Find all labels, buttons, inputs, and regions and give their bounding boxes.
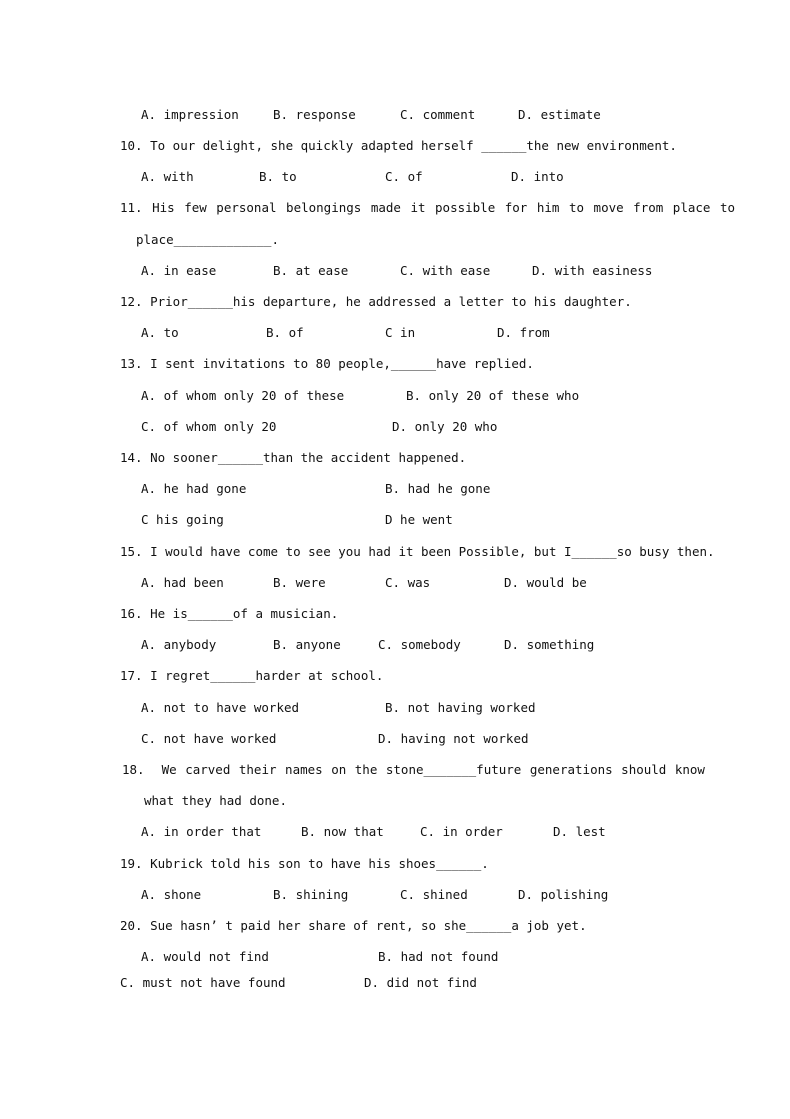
q15-option-a: A. had been	[141, 575, 224, 590]
q12-option-b: B. of	[266, 325, 304, 340]
q20-option-a: A. would not find	[141, 949, 269, 964]
q17-option-b: B. not having worked	[385, 700, 536, 715]
q12-option-d: D. from	[497, 325, 550, 340]
q18-option-c: C. in order	[420, 824, 503, 839]
q19-option-b: B. shining	[273, 887, 349, 902]
q19-option-d: D. polishing	[518, 887, 609, 902]
q19-option-c: C. shined	[400, 887, 468, 902]
q16-option-a: A. anybody	[141, 637, 217, 652]
q11-option-c: C. with ease	[400, 263, 491, 278]
q15-stem: 15. I would have come to see you had it been Possible, but I______so busy then.	[120, 544, 715, 559]
q9-option-c: C. comment	[400, 107, 476, 122]
q18-option-d: D. lest	[553, 824, 606, 839]
q13-option-a: A. of whom only 20 of these	[141, 388, 345, 403]
q19-option-a: A. shone	[141, 887, 202, 902]
q17-option-d: D. having not worked	[378, 731, 529, 746]
q20-option-c: C. must not have found	[120, 975, 286, 990]
q10-option-c: C. of	[385, 169, 423, 184]
q13-option-b: B. only 20 of these who	[406, 388, 580, 403]
q18-option-b: B. now that	[301, 824, 384, 839]
q11-stem-line1: 11. His few personal belongings made it possible for him to move from place to	[120, 200, 735, 215]
q17-option-c: C. not have worked	[141, 731, 277, 746]
q12-option-c: C in	[385, 325, 416, 340]
q13-stem: 13. I sent invitations to 80 people,______have replied.	[120, 356, 534, 371]
q14-stem: 14. No sooner______than the accident happened.	[120, 450, 467, 465]
q9-option-b: B. response	[273, 107, 356, 122]
q12-stem: 12. Prior______his departure, he addressed a letter to his daughter.	[120, 294, 632, 309]
q13-option-d: D. only 20 who	[392, 419, 498, 434]
q19-stem: 19. Kubrick told his son to have his shoes______.	[120, 856, 489, 871]
q15-option-d: D. would be	[504, 575, 587, 590]
q10-stem: 10. To our delight, she quickly adapted herself ______the new environment.	[120, 138, 677, 153]
q16-option-d: D. something	[504, 637, 595, 652]
q14-option-a: A. he had gone	[141, 481, 247, 496]
q18-option-a: A. in order that	[141, 824, 262, 839]
q11-option-a: A. in ease	[141, 263, 217, 278]
q20-stem: 20. Sue hasn’ t paid her share of rent, so she______a job yet.	[120, 918, 587, 933]
q15-option-b: B. were	[273, 575, 326, 590]
q12-option-a: A. to	[141, 325, 179, 340]
q18-stem-line1: 18. We carved their names on the stone_______future generations should know	[122, 762, 705, 777]
q11-option-d: D. with easiness	[532, 263, 653, 278]
q10-option-b: B. to	[259, 169, 297, 184]
q20-option-b: B. had not found	[378, 949, 499, 964]
q11-stem-line2: place_____________.	[136, 232, 279, 247]
q10-option-d: D. into	[511, 169, 564, 184]
q16-stem: 16. He is______of a musician.	[120, 606, 339, 621]
q16-option-c: C. somebody	[378, 637, 461, 652]
q15-option-c: C. was	[385, 575, 431, 590]
q17-option-a: A. not to have worked	[141, 700, 300, 715]
q14-option-b: B. had he gone	[385, 481, 491, 496]
q20-option-d: D. did not find	[364, 975, 477, 990]
q9-option-d: D. estimate	[518, 107, 601, 122]
q14-option-c: C his going	[141, 512, 224, 527]
q11-option-b: B. at ease	[273, 263, 349, 278]
q9-option-a: A. impression	[141, 107, 239, 122]
q14-option-d: D he went	[385, 512, 453, 527]
q10-option-a: A. with	[141, 169, 194, 184]
q13-option-c: C. of whom only 20	[141, 419, 277, 434]
q16-option-b: B. anyone	[273, 637, 341, 652]
q17-stem: 17. I regret______harder at school.	[120, 668, 384, 683]
q18-stem-line2: what they had done.	[144, 793, 287, 808]
